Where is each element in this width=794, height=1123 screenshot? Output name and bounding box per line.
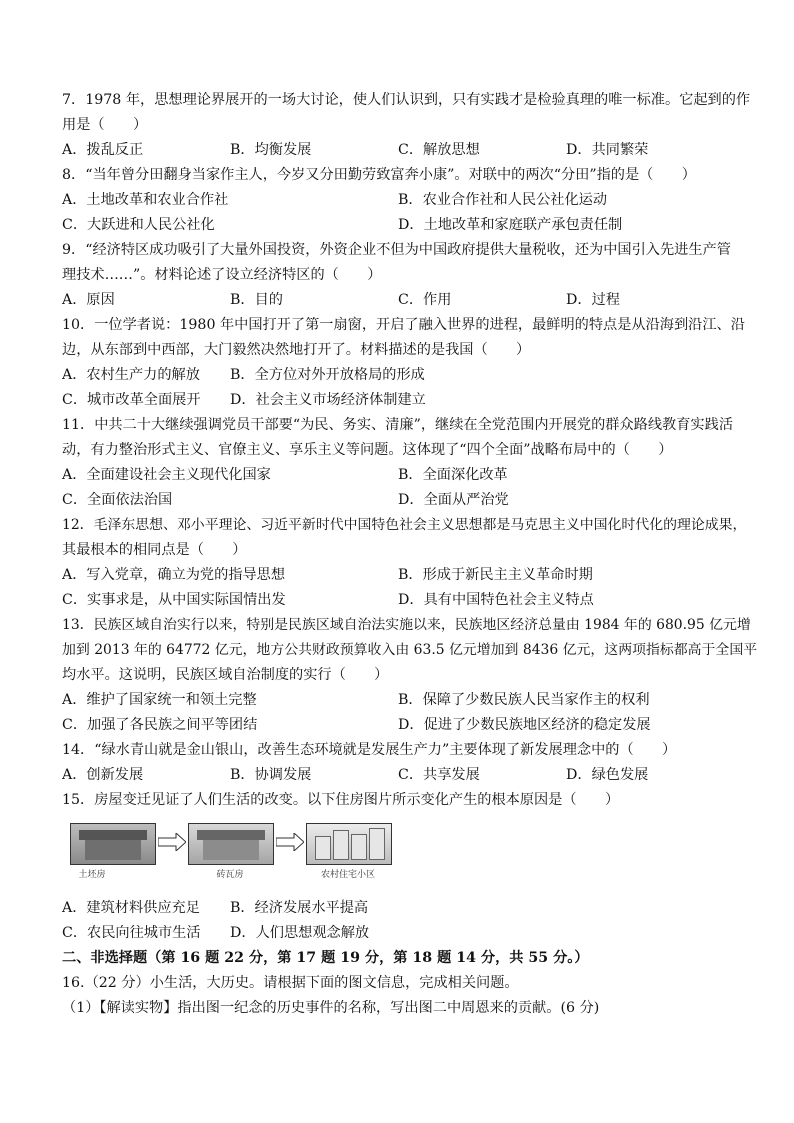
- q15-option-b: B．经济发展水平提高: [230, 900, 369, 916]
- q12-option-d: D．具有中国特色社会主义特点: [398, 592, 594, 608]
- q14-option-a: A．创新发展: [62, 767, 144, 783]
- q9-option-a: A．原因: [62, 292, 115, 308]
- q15-option-c: C．农民向往城市生活: [62, 925, 201, 941]
- q8-option-b: B．农业合作社和人民公社化运动: [398, 192, 608, 208]
- q15-option-a: A．建筑材料供应充足: [62, 900, 200, 916]
- q7-option-d: D．共同繁荣: [566, 142, 649, 158]
- q14-option-b: B．协调发展: [230, 767, 312, 783]
- q8-option-d: D．土地改革和家庭联产承包责任制: [398, 217, 623, 233]
- q16-subquestion-1: （1）【解读实物】指出图一纪念的历史事件的名称，写出图二中周恩来的贡献。(6 分): [62, 1000, 600, 1016]
- q13-stem-line-1: 13．民族区域自治实行以来，特别是民族区域自治法实施以来，民族地区经济总量由 1984 年的 680.95 亿元增: [62, 617, 751, 633]
- residential-community-caption: 农村住宅小区: [320, 870, 375, 880]
- q8-option-c: C．大跃进和人民公社化: [62, 217, 215, 233]
- q11-option-d: D．全面从严治党: [398, 492, 509, 508]
- q14-option-c: C．共享发展: [398, 767, 480, 783]
- q11-option-a: A．全面建设社会主义现代化国家: [62, 467, 271, 483]
- brick-house-photo: [188, 823, 274, 865]
- q10-stem-line-1: 10．一位学者说：1980 年中国打开了第一扇窗，开启了融入世界的进程，最鲜明的特点是从沿海到沿江、沿: [62, 317, 745, 333]
- q13-stem-line-2: 加到 2013 年的 64772 亿元，地方公共财政预算收入由 63.5 亿元增加到 8436 亿元，这两项指标都高于全国平: [62, 642, 758, 658]
- arrow-right-icon: [276, 833, 304, 851]
- q12-stem-line-2: 其最根本的相同点是（ ）: [62, 542, 247, 558]
- brick-house-caption: 砖瓦房: [216, 870, 244, 880]
- q13-option-a: A．维护了国家统一和领土完整: [62, 692, 257, 708]
- q7-option-a: A．拨乱反正: [62, 142, 144, 158]
- q15-option-d: D．人们思想观念解放: [230, 925, 370, 941]
- q11-option-b: B．全面深化改革: [398, 467, 508, 483]
- q12-option-c: C．实事求是，从中国实际国情出发: [62, 592, 286, 608]
- q13-option-b: B．保障了少数民族人民当家作主的权利: [398, 692, 650, 708]
- adobe-house-caption: 土坯房: [78, 870, 106, 880]
- q9-stem-line-2: 理技术……”。材料论述了设立经济特区的（ ）: [62, 267, 382, 283]
- q9-option-b: B．目的: [230, 292, 283, 308]
- q12-option-b: B．形成于新民主主义革命时期: [398, 567, 593, 583]
- q8-option-a: A．土地改革和农业合作社: [62, 192, 229, 208]
- q16-stem: 16.（22 分）小生活，大历史。请根据下面的图文信息，完成相关问题。: [62, 975, 519, 991]
- section-two-heading: 二、非选择题（第 16 题 22 分，第 17 题 19 分，第 18 题 14 分，共 55 分。）: [62, 950, 589, 966]
- housing-change-figure: [70, 823, 390, 885]
- arrow-right-icon: [158, 833, 186, 851]
- q15-stem-line-1: 15．房屋变迁见证了人们生活的改变。以下住房图片所示变化产生的根本原因是（ ）: [62, 792, 620, 808]
- q14-stem-line-1: 14．“绿水青山就是金山银山，改善生态环境就是发展生产力”主要体现了新发展理念中的（ ）: [62, 742, 677, 758]
- q9-option-d: D．过程: [566, 292, 620, 308]
- q7-stem-line-1: 7．1978 年，思想理论界展开的一场大讨论，使人们认识到，只有实践才是检验真理的唯一标准。它起到的作: [62, 92, 751, 108]
- q13-option-c: C．加强了各民族之间平等团结: [62, 717, 258, 733]
- q11-stem-line-2: 动，有力整治形式主义、官僚主义、享乐主义等问题。这体现了“四个全面”战略布局中的（ ）: [62, 442, 673, 458]
- residential-community-photo: [306, 823, 392, 865]
- q11-option-c: C．全面依法治国: [62, 492, 173, 508]
- q7-option-b: B．均衡发展: [230, 142, 312, 158]
- q10-option-b: B．全方位对外开放格局的形成: [230, 367, 425, 383]
- q10-option-d: D．社会主义市场经济体制建立: [230, 392, 426, 408]
- q9-option-c: C．作用: [398, 292, 452, 308]
- adobe-house-photo: [70, 823, 156, 865]
- q10-stem-line-2: 边，从东部到中西部，大门毅然决然地打开了。材料描述的是我国（ ）: [62, 342, 531, 358]
- q12-option-a: A．写入党章，确立为党的指导思想: [62, 567, 286, 583]
- q12-stem-line-1: 12．毛泽东思想、邓小平理论、习近平新时代中国特色社会主义思想都是马克思主义中国化时代化的理论成果，: [62, 517, 747, 533]
- q10-option-a: A．农村生产力的解放: [62, 367, 200, 383]
- q13-option-d: D．促进了少数民族地区经济的稳定发展: [398, 717, 651, 733]
- q7-stem-line-2: 用是（ ）: [62, 117, 148, 133]
- q10-option-c: C．城市改革全面展开: [62, 392, 201, 408]
- q11-stem-line-1: 11．中共二十大继续强调党员干部要“为民、务实、清廉”，继续在全党范围内开展党的群众路线教育实践活: [62, 417, 734, 433]
- q9-stem-line-1: 9．“经济特区成功吸引了大量外国投资，外资企业不但为中国政府提供大量税收，还为中国引入先进生产管: [62, 242, 731, 258]
- q8-stem-line-1: 8．“当年曾分田翻身当家作主人，今岁又分田勤劳致富奔小康”。对联中的两次“分田”指的是（ ）: [62, 167, 696, 183]
- q14-option-d: D．绿色发展: [566, 767, 649, 783]
- q13-stem-line-3: 均水平。这说明，民族区域自治制度的实行（ ）: [62, 667, 389, 683]
- q7-option-c: C．解放思想: [398, 142, 480, 158]
